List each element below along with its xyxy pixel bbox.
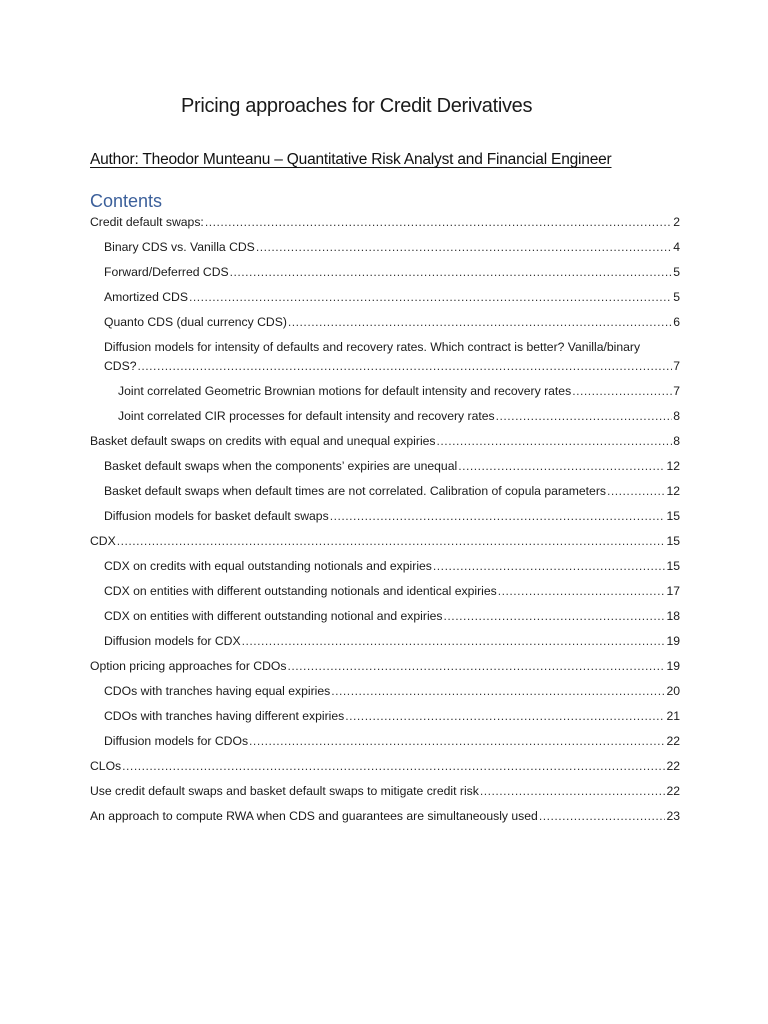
toc-entry-label: Basket default swaps on credits with equal and unequal expiries bbox=[90, 434, 436, 448]
toc-dot-leader bbox=[288, 314, 672, 330]
toc-dot-leader bbox=[138, 358, 673, 374]
toc-dot-leader bbox=[572, 383, 672, 399]
toc-entry-label: Use credit default swaps and basket default swaps to mitigate credit risk bbox=[90, 784, 479, 798]
toc-dot-leader bbox=[539, 808, 666, 824]
toc-entry-line bbox=[104, 289, 680, 305]
toc-page-number: 15 bbox=[666, 509, 680, 523]
toc-entry[interactable] bbox=[90, 633, 680, 649]
toc-entry-line bbox=[104, 683, 680, 699]
toc-dot-leader bbox=[437, 433, 673, 449]
toc-dot-leader bbox=[242, 633, 666, 649]
toc-page-number: 18 bbox=[666, 609, 680, 623]
toc-page-number: 22 bbox=[666, 734, 680, 748]
toc-entry-line bbox=[118, 408, 680, 424]
toc-page-number: 22 bbox=[666, 759, 680, 773]
toc-entry-line bbox=[118, 383, 680, 399]
toc-entry-label: An approach to compute RWA when CDS and guarantees are simultaneously used bbox=[90, 809, 538, 823]
contents-heading: Contents bbox=[90, 191, 163, 211]
toc-entry-label: Basket default swaps when the components’ expiries are unequal bbox=[104, 459, 458, 473]
toc-entry[interactable] bbox=[90, 708, 680, 724]
toc-entry-label-line: Diffusion models for intensity of defaults and recovery rates. Which contract is better? Vanilla/binary bbox=[104, 340, 641, 354]
toc-dot-leader bbox=[287, 658, 665, 674]
toc-entry-line bbox=[104, 458, 680, 474]
toc-dot-leader bbox=[331, 683, 665, 699]
toc-dot-leader bbox=[345, 708, 665, 724]
toc-entry-label: CDOs with tranches having different expiries bbox=[104, 709, 345, 723]
toc-page-number: 4 bbox=[673, 240, 680, 254]
toc-dot-leader bbox=[205, 214, 672, 230]
toc-page-number: 5 bbox=[673, 265, 680, 279]
toc-entry[interactable] bbox=[90, 458, 680, 474]
toc-dot-leader bbox=[122, 758, 665, 774]
toc-page-number: 15 bbox=[666, 559, 680, 573]
toc-entry[interactable] bbox=[90, 239, 680, 255]
toc-dot-leader bbox=[249, 733, 665, 749]
toc-entry-label: Amortized CDS bbox=[104, 290, 188, 304]
toc-entry-line bbox=[90, 658, 680, 674]
toc-entry-label: Forward/Deferred CDS bbox=[104, 265, 229, 279]
toc-entry-label: Credit default swaps: bbox=[90, 215, 204, 229]
toc-entry-line bbox=[104, 508, 680, 524]
toc-page-number: 2 bbox=[673, 215, 680, 229]
toc-entry[interactable] bbox=[90, 483, 680, 499]
toc-entry-line bbox=[90, 808, 680, 824]
toc-dot-leader bbox=[607, 483, 665, 499]
toc-entry-label: Diffusion models for CDX bbox=[104, 634, 241, 648]
toc-entry-line bbox=[104, 708, 680, 724]
toc-dot-leader bbox=[189, 289, 672, 305]
toc-page-number: 15 bbox=[666, 534, 680, 548]
toc-entry[interactable] bbox=[90, 433, 680, 449]
toc-entry-label: Joint correlated Geometric Brownian motions for default intensity and recovery rates bbox=[118, 384, 572, 398]
toc-entry-label: CDOs with tranches having equal expiries bbox=[104, 684, 331, 698]
toc-entry[interactable] bbox=[90, 339, 680, 374]
toc-entry-label: Option pricing approaches for CDOs bbox=[90, 659, 287, 673]
toc-entry-label: Binary CDS vs. Vanilla CDS bbox=[104, 240, 255, 254]
toc-entry-line bbox=[104, 608, 680, 624]
toc-entry[interactable] bbox=[90, 608, 680, 624]
toc-entry-line bbox=[104, 633, 680, 649]
toc-entry-line bbox=[104, 733, 680, 749]
toc-dot-leader bbox=[480, 783, 666, 799]
toc-page-number: 12 bbox=[666, 459, 680, 473]
toc-page-number: 17 bbox=[666, 584, 680, 598]
toc-entry[interactable] bbox=[90, 783, 680, 799]
toc-entry-label: CDS? bbox=[104, 359, 137, 373]
toc-page-number: 12 bbox=[666, 484, 680, 498]
toc-page-number: 22 bbox=[666, 784, 680, 798]
toc-dot-leader bbox=[498, 583, 666, 599]
document-title: Pricing approaches for Credit Derivatives bbox=[181, 95, 533, 117]
toc-dot-leader bbox=[330, 508, 666, 524]
toc-dot-leader bbox=[458, 458, 665, 474]
toc-entry[interactable] bbox=[90, 214, 680, 230]
toc-page-number: 5 bbox=[673, 290, 680, 304]
toc-entry[interactable] bbox=[90, 289, 680, 305]
toc-entry[interactable] bbox=[90, 658, 680, 674]
toc-entry[interactable] bbox=[90, 508, 680, 524]
toc-entry-line bbox=[90, 783, 680, 799]
toc-dot-leader bbox=[496, 408, 673, 424]
toc-entry-label: Quanto CDS (dual currency CDS) bbox=[104, 315, 287, 329]
toc-entry[interactable] bbox=[90, 583, 680, 599]
toc-entry-line bbox=[104, 314, 680, 330]
toc-entry-label: Diffusion models for basket default swaps bbox=[104, 509, 329, 523]
toc-entry[interactable] bbox=[90, 383, 680, 399]
toc-page-number: 7 bbox=[673, 384, 680, 398]
toc-entry-line bbox=[90, 433, 680, 449]
toc-page-number: 8 bbox=[673, 409, 680, 423]
toc-page-number: 19 bbox=[666, 634, 680, 648]
toc-entry-line bbox=[104, 558, 680, 574]
author-line: Author: Theodor Munteanu – Quantitative Risk Analyst and Financial Engineer bbox=[90, 151, 612, 168]
toc-entry[interactable] bbox=[90, 533, 680, 549]
toc-dot-leader bbox=[444, 608, 666, 624]
toc-page-number: 23 bbox=[666, 809, 680, 823]
toc-entry-line bbox=[90, 214, 680, 230]
toc-entry-line bbox=[104, 358, 680, 374]
toc-entry-label: Basket default swaps when default times are not correlated. Calibration of copula parameters bbox=[104, 484, 606, 498]
toc-entry[interactable] bbox=[90, 808, 680, 824]
toc-entry-label: Diffusion models for CDOs bbox=[104, 734, 249, 748]
toc-entry[interactable] bbox=[90, 758, 680, 774]
toc-entry-label: Joint correlated CIR processes for default intensity and recovery rates bbox=[118, 409, 495, 423]
toc-dot-leader bbox=[433, 558, 666, 574]
toc-entry-line bbox=[104, 239, 680, 255]
toc-entry[interactable] bbox=[90, 408, 680, 424]
table-of-contents bbox=[90, 214, 680, 824]
toc-entry[interactable] bbox=[90, 558, 680, 574]
toc-page-number: 20 bbox=[666, 684, 680, 698]
toc-entry-line bbox=[90, 758, 680, 774]
toc-entry[interactable] bbox=[90, 733, 680, 749]
toc-entry[interactable] bbox=[90, 683, 680, 699]
toc-page-number: 19 bbox=[666, 659, 680, 673]
toc-entry-line bbox=[104, 483, 680, 499]
toc-page-number: 7 bbox=[673, 359, 680, 373]
toc-page-number: 21 bbox=[666, 709, 680, 723]
toc-entry[interactable] bbox=[90, 264, 680, 280]
toc-entry-label: CDX on entities with different outstanding notional and expiries bbox=[104, 609, 443, 623]
toc-entry-line bbox=[104, 583, 680, 599]
toc-entry-line bbox=[90, 533, 680, 549]
toc-dot-leader bbox=[256, 239, 672, 255]
toc-page-number: 8 bbox=[673, 434, 680, 448]
toc-entry-line bbox=[104, 264, 680, 280]
toc-page-number: 6 bbox=[673, 315, 680, 329]
toc-entry-label: CDX on entities with different outstanding notionals and identical expiries bbox=[104, 584, 497, 598]
toc-entry-label: CDX bbox=[90, 534, 116, 548]
toc-dot-leader bbox=[117, 533, 666, 549]
toc-entry[interactable] bbox=[90, 314, 680, 330]
toc-entry-label: CDX on credits with equal outstanding notionals and expiries bbox=[104, 559, 432, 573]
toc-entry-label: CLOs bbox=[90, 759, 122, 773]
toc-dot-leader bbox=[230, 264, 673, 280]
